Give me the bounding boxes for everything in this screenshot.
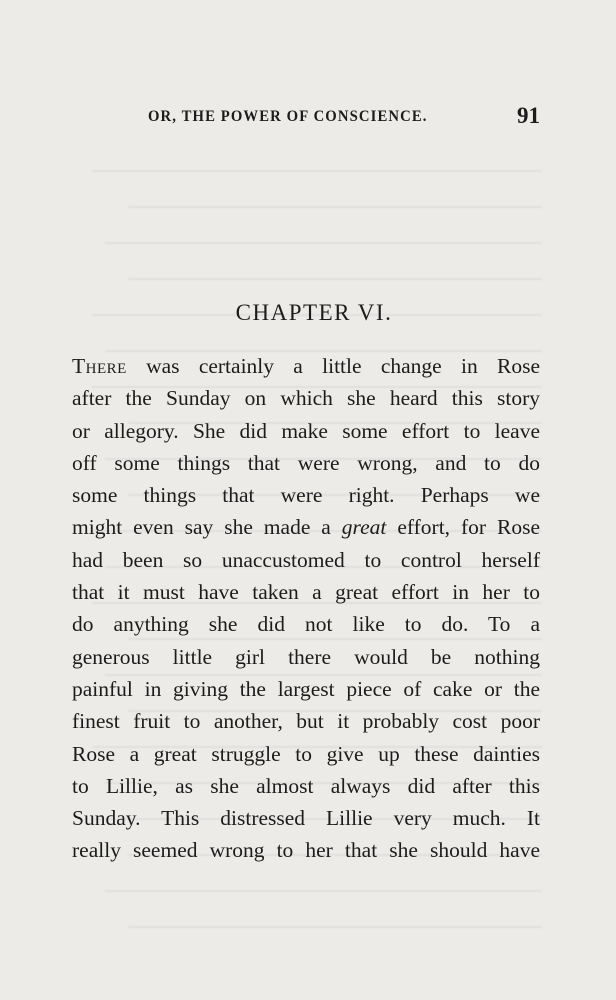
text-line: Sunday. This distressed Lillie very much. It <box>72 806 540 831</box>
text-line-content: effort, for Rose <box>397 515 540 540</box>
text-line: to Lillie, as she almost always did after this <box>72 773 540 798</box>
running-title: OR, THE POWER OF CONSCIENCE. <box>148 108 428 125</box>
text-line: after the Sunday on which she heard this story <box>72 386 540 411</box>
running-header <box>148 103 540 132</box>
text-line: Rose a great struggle to give up these dainties <box>72 741 540 766</box>
text-line: generous little girl there would be nothing <box>72 644 540 669</box>
opening-word: There <box>72 354 127 378</box>
text-line: that it must have taken a great effort in her to <box>72 580 540 605</box>
text-line <box>72 511 540 543</box>
text-line: or allegory. She did make some effort to leave <box>72 418 540 443</box>
page-number: 91 <box>517 103 540 128</box>
text-line-content: was certainly a little change in Rose <box>146 354 541 378</box>
text-line-content: might even say she made a <box>72 515 331 540</box>
paragraph <box>72 350 540 867</box>
text-line <box>72 350 540 382</box>
text-line: really seemed wrong to her that she should have <box>72 838 540 863</box>
chapter-heading: CHAPTER VI. <box>235 300 393 325</box>
text-line: painful in giving the largest piece of cake or the <box>72 676 540 701</box>
emphasized-word: great <box>341 515 387 540</box>
text-line: had been so unaccustomed to control herself <box>72 547 540 572</box>
text-line: off some things that were wrong, and to do <box>72 450 540 475</box>
text-line: some things that were right. Perhaps we <box>72 483 540 508</box>
text-line: do anything she did not like to do. To a <box>72 612 540 637</box>
text-line: finest fruit to another, but it probably cost poor <box>72 709 540 734</box>
